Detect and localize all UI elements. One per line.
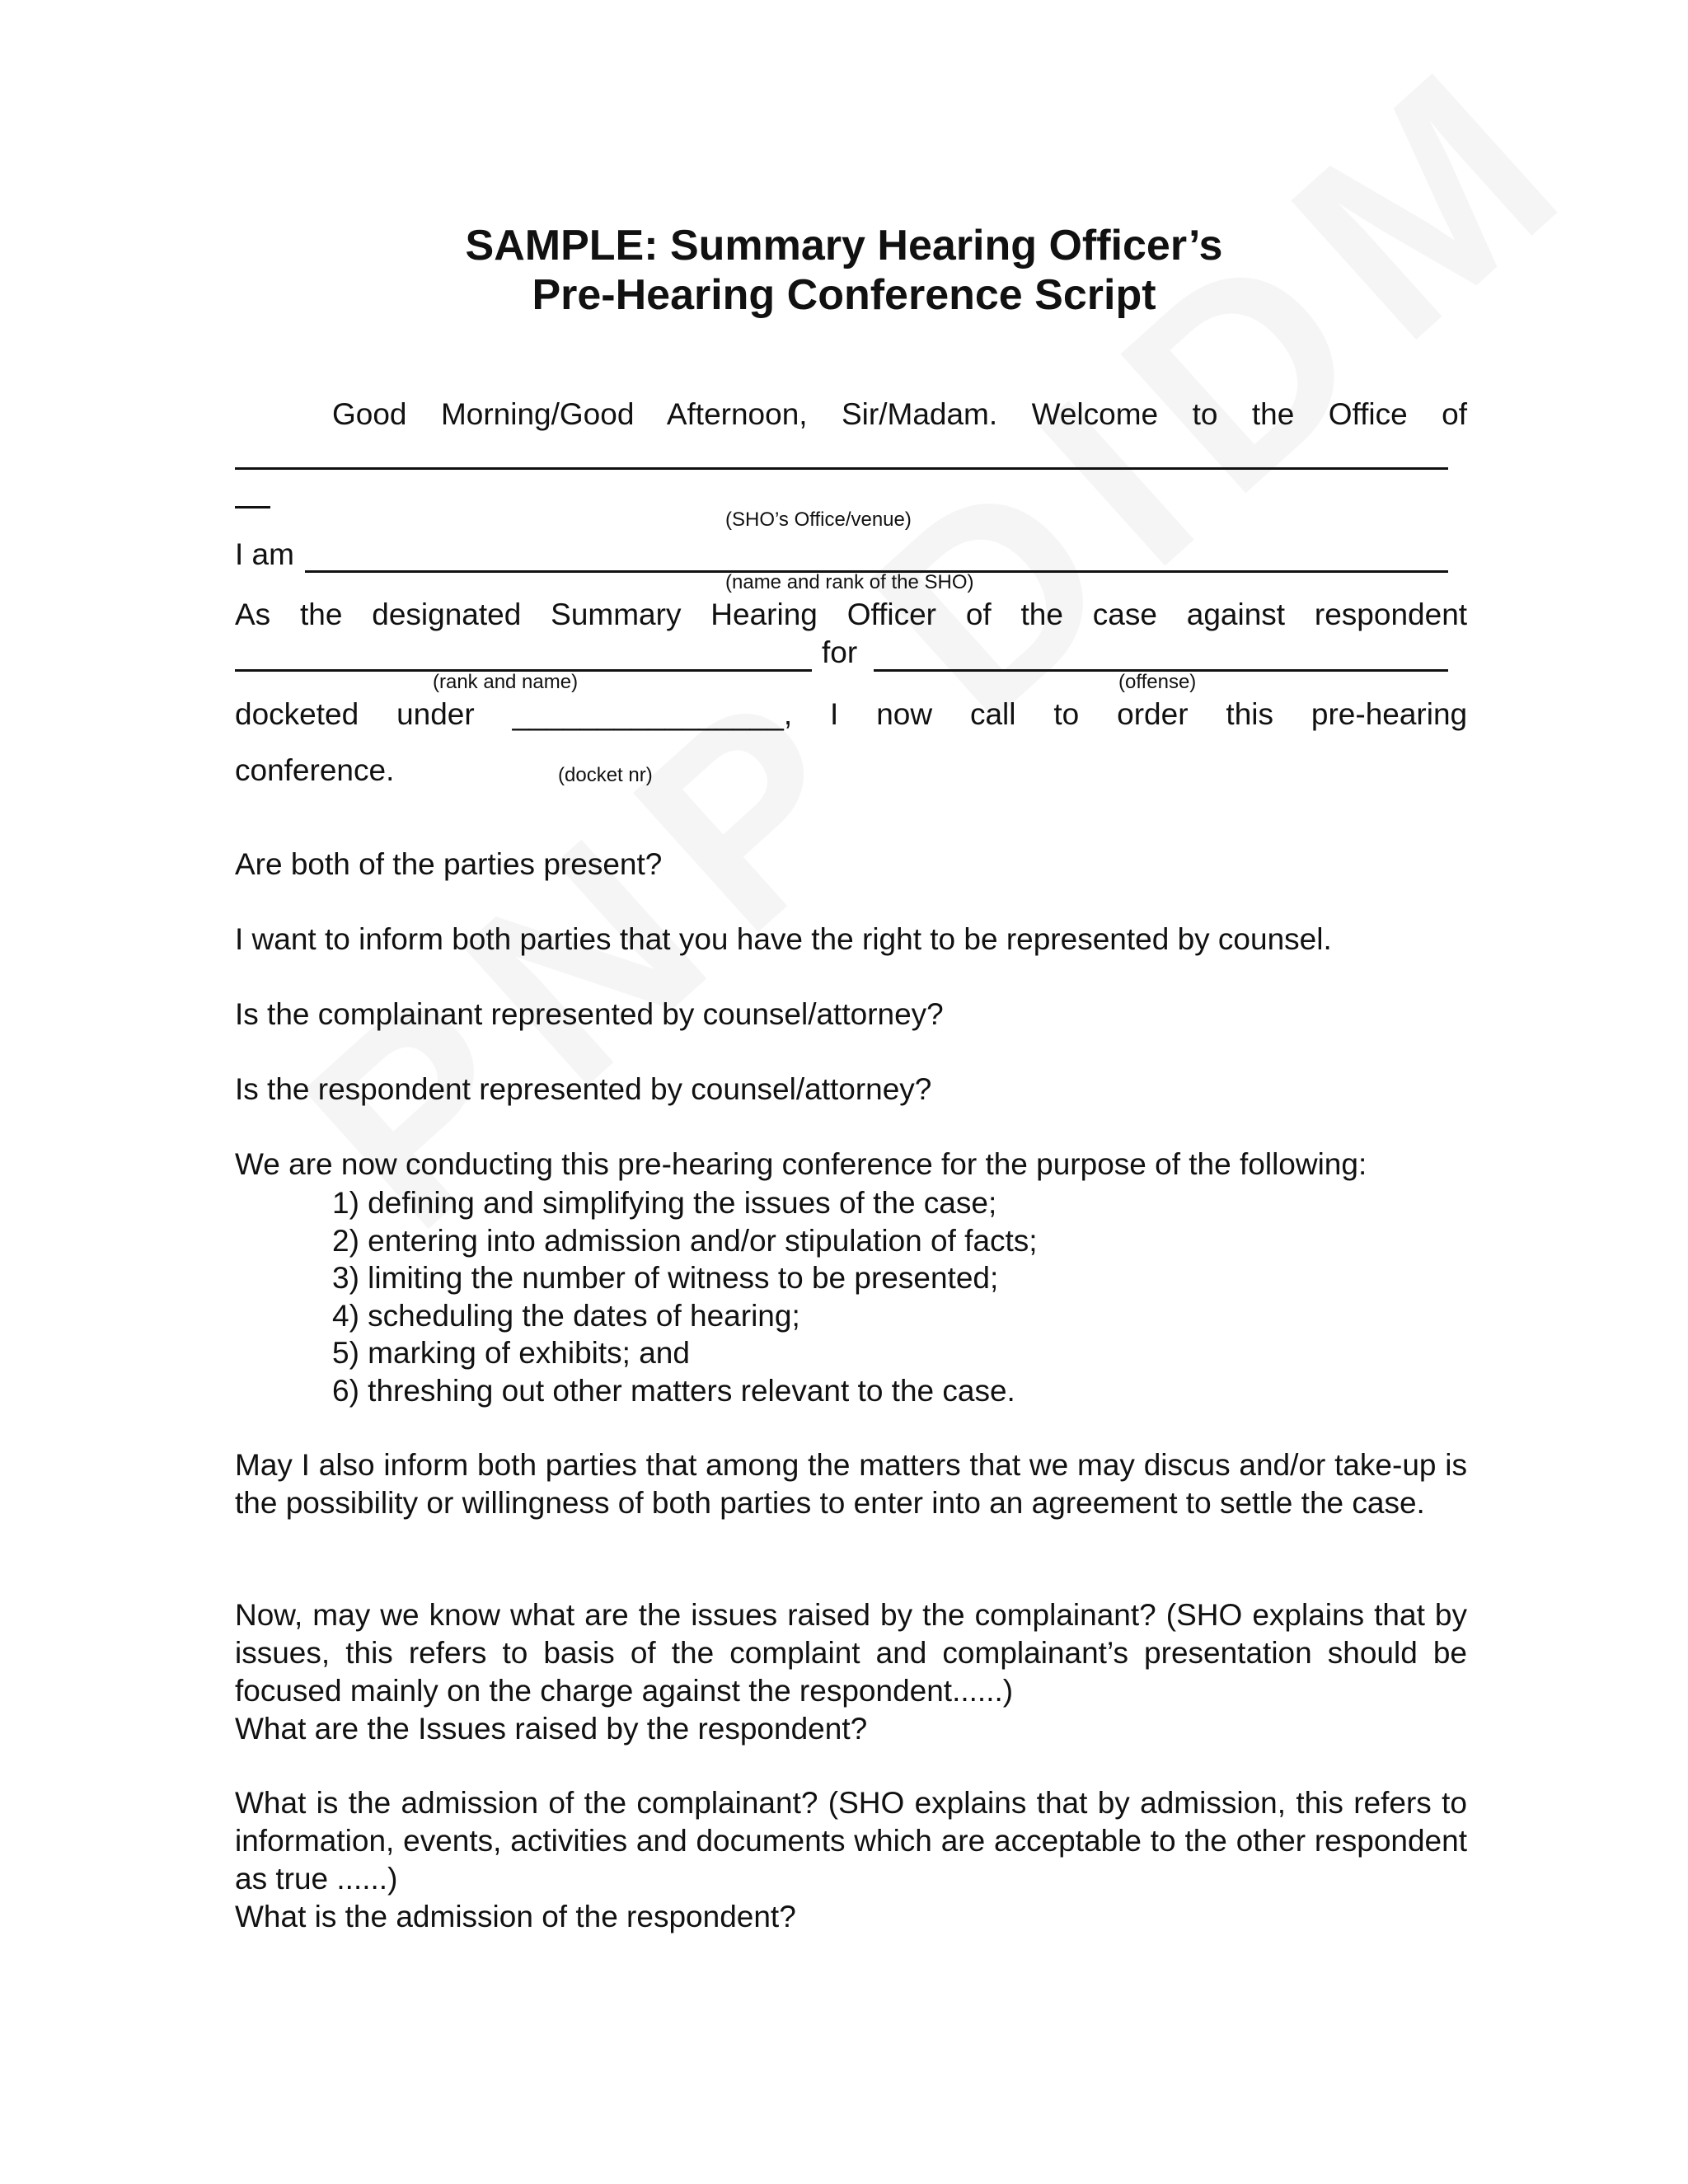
designated-word: the (300, 598, 343, 631)
purpose-list (332, 1184, 1038, 1409)
sho-name-caption: (name and rank of the SHO) (725, 571, 974, 593)
designated-word: Officer (846, 598, 936, 631)
office-blank-line[interactable] (235, 467, 1448, 470)
list-item: 2) entering into admission and/or stipulation of facts; (332, 1223, 1038, 1258)
list-item: 1) defining and simplifying the issues of the case; (332, 1186, 997, 1220)
docketed-word: call (969, 697, 1016, 731)
docketed-word: this (1226, 697, 1273, 731)
docket-number-blank[interactable]: ________________, (512, 697, 793, 731)
settlement-paragraph (235, 1446, 1467, 1522)
list-item: 4) scheduling the dates of hearing; (332, 1298, 800, 1333)
greeting-word: of (1442, 397, 1467, 431)
designated-word: Hearing (710, 598, 818, 631)
for-label: for (822, 635, 858, 669)
issues-paragraph (235, 1596, 1467, 1748)
admission-complainant-text: What is the admission of the complainant? (SHO explains that by admission, this refers to information, events, activities and documents which are acceptable to the other respondent as true ......) (235, 1786, 1467, 1896)
designated-word: As (235, 598, 271, 631)
document-title-line-1: SAMPLE: Summary Hearing Officer’s (465, 222, 1223, 269)
admission-paragraph (235, 1784, 1467, 1936)
office-blank-line-cont[interactable] (235, 506, 270, 509)
designated-word: case (1092, 598, 1157, 631)
issues-respondent-text: What are the Issues raised by the respondent? (235, 1712, 868, 1746)
designated-word: designated (372, 598, 522, 631)
i-am-label: I am (235, 537, 294, 571)
designated-word: against (1186, 598, 1286, 631)
docketed-word: docketed (235, 697, 359, 731)
docketed-word: I (830, 697, 839, 731)
greeting-word: to (1192, 397, 1218, 431)
docketed-word: pre-hearing (1311, 697, 1468, 731)
designated-word: of (965, 598, 992, 631)
docketed-word: order (1117, 697, 1189, 731)
question-complainant-counsel: Is the complainant represented by counsel/attorney? (235, 997, 944, 1031)
greeting-word: Good (332, 397, 407, 431)
greeting-line (332, 396, 1467, 434)
greeting-word: Morning/Good (440, 397, 635, 431)
designated-word: Summary (551, 598, 682, 631)
list-item: 6) threshing out other matters relevant to the case. (332, 1373, 1015, 1408)
greeting-word: Welcome (1031, 397, 1159, 431)
docketed-word: to (1053, 697, 1080, 731)
docket-caption: (docket nr) (558, 764, 653, 786)
rank-name-caption: (rank and name) (433, 671, 579, 693)
greeting-word: Sir/Madam. (842, 397, 998, 431)
settlement-text: May I also inform both parties that among the matters that we may discus and/or take-up is the possibility or willingness of both parties to enter into an agreement to settle the case. (235, 1448, 1467, 1520)
purpose-intro: We are now conducting this pre-hearing conference for the purpose of the following: (235, 1147, 1367, 1181)
office-caption: (SHO’s Office/venue) (725, 509, 912, 531)
designated-word: respondent (1314, 598, 1468, 631)
question-parties-present: Are both of the parties present? (235, 847, 663, 881)
designated-word: the (1020, 598, 1063, 631)
admission-respondent-text: What is the admission of the respondent? (235, 1900, 796, 1933)
docketed-line (235, 696, 1467, 733)
statement-right-to-counsel: I want to inform both parties that you have the right to be represented by counsel. (235, 922, 1332, 956)
conference-word: conference. (235, 753, 395, 787)
list-item: 3) limiting the number of witness to be presented; (332, 1261, 999, 1295)
offense-caption: (offense) (1118, 671, 1197, 693)
issues-complainant-text: Now, may we know what are the issues raised by the complainant? (SHO explains that by issues, this refers to basis of the complaint and complainant’s presentation should be focused mainly on the charge against the respondent......) (235, 1598, 1467, 1708)
document-title-line-2: Pre-Hearing Conference Script (532, 271, 1156, 319)
docketed-word: under (396, 697, 475, 731)
greeting-word: Office (1328, 397, 1408, 431)
list-item: 5) marking of exhibits; and (332, 1336, 690, 1370)
greeting-word: the (1251, 397, 1295, 431)
docketed-word: now (876, 697, 933, 731)
question-respondent-counsel: Is the respondent represented by counsel/attorney? (235, 1072, 932, 1106)
designated-line (235, 596, 1467, 634)
greeting-word: Afternoon, (666, 397, 808, 431)
